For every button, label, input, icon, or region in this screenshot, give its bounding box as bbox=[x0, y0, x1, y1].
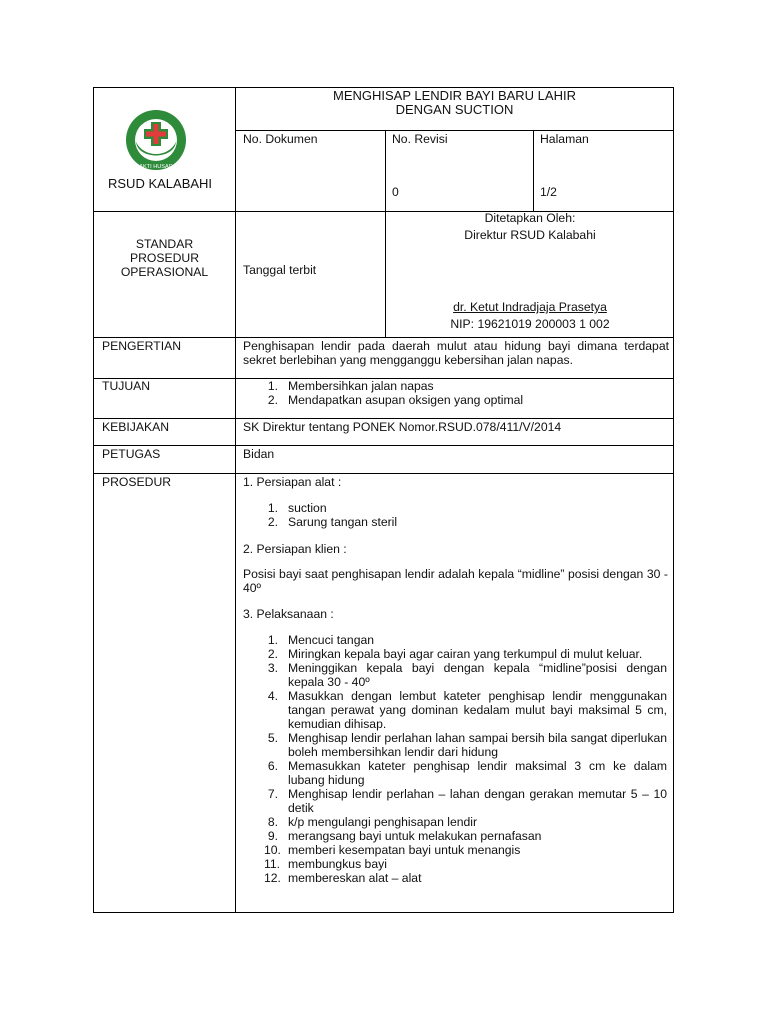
no-dokumen-label: No. Dokumen bbox=[243, 132, 318, 146]
tujuan-item-text: Membersihkan jalan napas bbox=[288, 379, 434, 393]
steps-list bbox=[264, 633, 667, 885]
halaman-label: Halaman bbox=[540, 132, 589, 146]
kebijakan-text: SK Direktur tentang PONEK Nomor.RSUD.078/411/V/2014 bbox=[243, 420, 562, 434]
step-item: 9. merangsang bayi untuk melakukan pernafasan bbox=[264, 829, 667, 843]
step-text: Meninggikan kepala bayi dengan kepala “midline”posisi dengan kepala 30 - 40º bbox=[288, 661, 667, 689]
rule-title-bottom bbox=[235, 130, 674, 131]
direktur-title: Direktur RSUD Kalabahi bbox=[464, 228, 596, 242]
rule-halaman-left bbox=[533, 130, 534, 211]
document-title-line1: MENGHISAP LENDIR BAYI BARU LAHIR bbox=[333, 88, 576, 103]
step-item: 12. membereskan alat – alat bbox=[264, 871, 667, 885]
pengertian-text: Penghisapan lendir pada daerah mulut atau hidung bayi dimana terdapat sekret berlebihan yang mengganggu kebersihan jalan napas. bbox=[243, 339, 669, 367]
hospital-name: RSUD KALABAHI bbox=[108, 176, 213, 191]
signer-name: dr. Ketut Indradjaja Prasetya bbox=[453, 300, 607, 314]
step-item: 1. Mencuci tangan bbox=[264, 633, 667, 647]
alat-item-text: suction bbox=[288, 501, 327, 515]
step-text: Menghisap lendir perlahan lahan sampai bersih bila sangat diperlukan boleh membersihkan lendir dari hidung bbox=[288, 731, 667, 759]
step-text: Miringkan kepala bayi agar cairan yang terkumpul di mulut keluar. bbox=[288, 647, 643, 661]
ditetapkan-oleh: Ditetapkan Oleh: bbox=[484, 211, 576, 225]
halaman-value: 1/2 bbox=[540, 185, 557, 199]
step-text: Masukkan dengan lembut kateter penghisap lendir menggunakan tangan perawat yang dominan kedalam mulut bayi maksimal 5 cm, kemudian dihisap. bbox=[288, 689, 667, 731]
tujuan-item: 2. Mendapatkan asupan oksigen yang optimal bbox=[267, 393, 524, 407]
document-title-line2: DENGAN SUCTION bbox=[395, 102, 514, 117]
alat-list bbox=[264, 501, 664, 529]
step-text: k/p mengulangi penghisapan lendir bbox=[288, 815, 478, 829]
rule-spo-bottom bbox=[94, 337, 674, 338]
step-text: Menghisap lendir perlahan – lahan dengan gerakan memutar 5 – 10 detik bbox=[288, 787, 667, 815]
rule-revisi-left bbox=[385, 130, 386, 211]
tujuan-label: TUJUAN bbox=[102, 379, 151, 393]
tujuan-list bbox=[264, 379, 664, 407]
no-revisi-label: No. Revisi bbox=[392, 132, 448, 146]
sop-document bbox=[93, 87, 674, 913]
step-item: 6. Memasukkan kateter penghisap lendir maksimal 3 cm ke dalam lubang hidung bbox=[267, 759, 667, 787]
step-text: membungkus bayi bbox=[288, 857, 387, 871]
step-item: 11. membungkus bayi bbox=[264, 857, 667, 871]
bakti-husada-logo bbox=[124, 108, 188, 172]
rule-label-column bbox=[235, 88, 236, 913]
rule-tujuan-bottom bbox=[94, 418, 674, 419]
step-text: Mencuci tangan bbox=[288, 633, 375, 647]
persiapan-alat-heading: 1. Persiapan alat : bbox=[243, 475, 342, 489]
petugas-label: PETUGAS bbox=[102, 447, 161, 461]
persiapan-klien-heading: 2. Persiapan klien : bbox=[243, 542, 347, 556]
step-item: 2. Miringkan kepala bayi agar cairan yang terkumpul di mulut keluar. bbox=[264, 647, 667, 661]
tujuan-item-text: Mendapatkan asupan oksigen yang optimal bbox=[288, 393, 524, 407]
no-revisi-value: 0 bbox=[392, 185, 399, 199]
step-item: 4. Masukkan dengan lembut kateter penghisap lendir menggunakan tangan perawat yang dominan kedalam mulut bayi maksimal 5 cm, kemudian dihisap. bbox=[267, 689, 667, 731]
step-text: memberi kesempatan bayi untuk menangis bbox=[288, 843, 521, 857]
alat-item: 1. suction bbox=[267, 501, 327, 515]
pelaksanaan-heading: 3. Pelaksanaan : bbox=[243, 607, 334, 621]
signer-nip: NIP: 19621019 200003 1 002 bbox=[450, 317, 610, 331]
spo-line1: STANDAR bbox=[135, 237, 194, 251]
step-text: merangsang bayi untuk melakukan pernafasan bbox=[288, 829, 542, 843]
rule-kebijakan-bottom bbox=[94, 445, 674, 446]
step-item: 3. Meninggikan kepala bayi dengan kepala “midline”posisi dengan kepala 30 - 40º bbox=[267, 661, 667, 689]
kebijakan-label: KEBIJAKAN bbox=[102, 420, 170, 434]
alat-item: 2. Sarung tangan steril bbox=[267, 515, 398, 529]
step-item: 5. Menghisap lendir perlahan lahan sampai bersih bila sangat diperlukan boleh membersihkan lendir dari hidung bbox=[267, 731, 667, 759]
klien-text: Posisi bayi saat penghisapan lendir adalah kepala “midline” posisi dengan 30 - 40º bbox=[243, 567, 668, 595]
spo-line3: OPERASIONAL bbox=[120, 265, 209, 279]
prosedur-label: PROSEDUR bbox=[102, 475, 172, 489]
step-text: Memasukkan kateter penghisap lendir maksimal 3 cm ke dalam lubang hidung bbox=[288, 759, 667, 787]
petugas-text: Bidan bbox=[243, 447, 275, 461]
spo-line2: PROSEDUR bbox=[129, 251, 200, 265]
logo-text: BAKTI HUSADA bbox=[135, 164, 177, 170]
pengertian-label: PENGERTIAN bbox=[102, 339, 182, 353]
step-item: 7. Menghisap lendir perlahan – lahan dengan gerakan memutar 5 – 10 detik bbox=[267, 787, 667, 815]
step-item: 8. k/p mengulangi penghisapan lendir bbox=[264, 815, 667, 829]
tujuan-item: 1. Membersihkan jalan napas bbox=[267, 379, 434, 393]
tanggal-terbit-label: Tanggal terbit bbox=[243, 263, 317, 277]
step-text: membereskan alat – alat bbox=[288, 871, 422, 885]
alat-item-text: Sarung tangan steril bbox=[288, 515, 398, 529]
step-item: 10. memberi kesempatan bayi untuk menangis bbox=[264, 843, 667, 857]
rule-petugas-bottom bbox=[94, 473, 674, 474]
